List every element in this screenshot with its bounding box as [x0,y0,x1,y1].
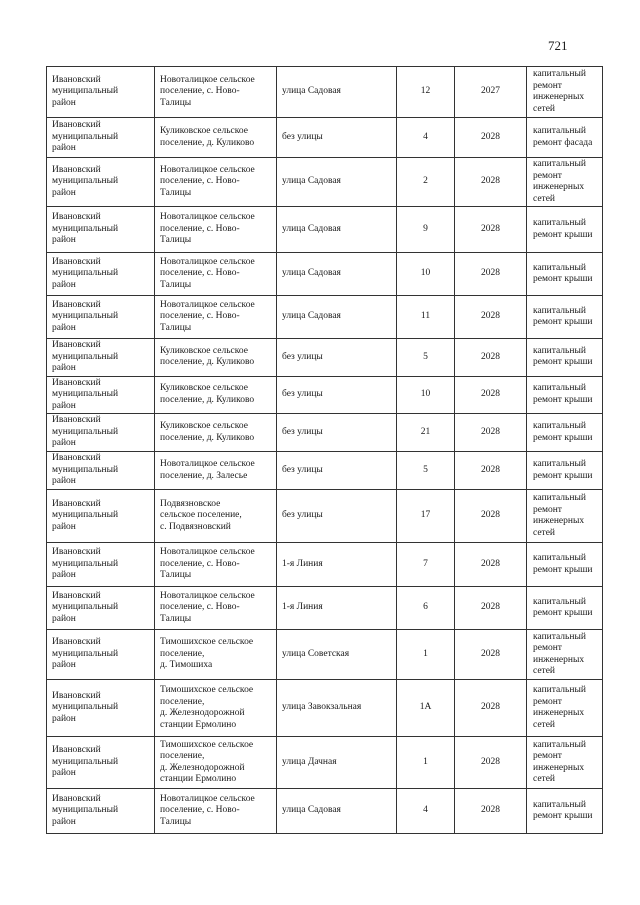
cell-year: 2028 [455,737,527,789]
cell-work-type: капитальный ремонт фасада [527,118,603,158]
cell-district: Ивановский муниципальный район [47,630,155,680]
cell-settlement: Куликовское сельское поселение, д. Куликово [155,339,277,377]
table-row [47,737,603,789]
cell-work-type: капитальный ремонт крыши [527,376,603,414]
cell-street: без улицы [277,339,397,377]
cell-district: Ивановский муниципальный район [47,414,155,452]
cell-district: Ивановский муниципальный район [47,543,155,587]
table-row [47,789,603,834]
cell-work-type: капитальный ремонт крыши [527,789,603,834]
table-row [47,452,603,490]
cell-street: улица Завокзальная [277,680,397,737]
cell-settlement: Новоталицкое сельское поселение, д. Залесье [155,452,277,490]
cell-house-number: 4 [397,118,455,158]
cell-street: без улицы [277,118,397,158]
cell-year: 2028 [455,452,527,490]
cell-year: 2027 [455,67,527,118]
cell-work-type: капитальный ремонт крыши [527,543,603,587]
cell-district: Ивановский муниципальный район [47,296,155,339]
cell-house-number: 17 [397,490,455,543]
cell-district: Ивановский муниципальный район [47,253,155,296]
cell-settlement: Новоталицкое сельское поселение, с. Ново- Талицы [155,587,277,630]
cell-year: 2028 [455,253,527,296]
cell-settlement: Тимошихское сельское поселение, д. Железнодорожной станции Ермолино [155,737,277,789]
cell-year: 2028 [455,376,527,414]
cell-street: без улицы [277,490,397,543]
cell-settlement: Тимошихское сельское поселение, д. Железнодорожной станции Ермолино [155,680,277,737]
cell-settlement: Подвязновское сельское поселение, с. Подвязновский [155,490,277,543]
cell-work-type: капитальный ремонт крыши [527,207,603,253]
cell-settlement: Новоталицкое сельское поселение, с. Ново- Талицы [155,207,277,253]
cell-district: Ивановский муниципальный район [47,67,155,118]
cell-house-number: 10 [397,376,455,414]
cell-settlement: Тимошихское сельское поселение, д. Тимошиха [155,630,277,680]
cell-house-number: 21 [397,414,455,452]
table-row [47,543,603,587]
cell-work-type: капитальный ремонт крыши [527,414,603,452]
cell-street: улица Садовая [277,158,397,207]
cell-work-type: капитальный ремонт инженерных сетей [527,158,603,207]
cell-district: Ивановский муниципальный район [47,158,155,207]
cell-street: улица Дачная [277,737,397,789]
cell-street: улица Садовая [277,253,397,296]
table-row [47,296,603,339]
cell-house-number: 5 [397,452,455,490]
table-row [47,207,603,253]
cell-street: без улицы [277,414,397,452]
registry-table-body [47,67,603,834]
cell-street: улица Садовая [277,207,397,253]
cell-district: Ивановский муниципальный район [47,452,155,490]
cell-house-number: 4 [397,789,455,834]
cell-year: 2028 [455,789,527,834]
cell-street: без улицы [277,376,397,414]
cell-street: 1-я Линия [277,587,397,630]
cell-street: улица Садовая [277,67,397,118]
table-row [47,158,603,207]
cell-district: Ивановский муниципальный район [47,376,155,414]
cell-house-number: 7 [397,543,455,587]
cell-year: 2028 [455,158,527,207]
cell-work-type: капитальный ремонт крыши [527,339,603,377]
table-row [47,253,603,296]
cell-house-number: 10 [397,253,455,296]
table-row [47,339,603,377]
cell-work-type: капитальный ремонт крыши [527,587,603,630]
page-number: 721 [548,38,568,53]
cell-district: Ивановский муниципальный район [47,737,155,789]
cell-street: улица Советская [277,630,397,680]
table-row [47,414,603,452]
cell-house-number: 1А [397,680,455,737]
cell-year: 2028 [455,630,527,680]
cell-work-type: капитальный ремонт инженерных сетей [527,737,603,789]
cell-work-type: капитальный ремонт инженерных сетей [527,680,603,737]
table-row [47,376,603,414]
table-row [47,490,603,543]
cell-work-type: капитальный ремонт инженерных сетей [527,67,603,118]
cell-district: Ивановский муниципальный район [47,339,155,377]
cell-work-type: капитальный ремонт инженерных сетей [527,630,603,680]
cell-house-number: 1 [397,630,455,680]
cell-settlement: Куликовское сельское поселение, д. Куликово [155,118,277,158]
cell-year: 2028 [455,414,527,452]
cell-year: 2028 [455,490,527,543]
cell-year: 2028 [455,543,527,587]
table-row [47,118,603,158]
cell-house-number: 11 [397,296,455,339]
cell-district: Ивановский муниципальный район [47,207,155,253]
cell-settlement: Новоталицкое сельское поселение, с. Ново- Талицы [155,158,277,207]
cell-year: 2028 [455,207,527,253]
cell-street: без улицы [277,452,397,490]
cell-work-type: капитальный ремонт инженерных сетей [527,490,603,543]
cell-district: Ивановский муниципальный район [47,118,155,158]
cell-settlement: Новоталицкое сельское поселение, с. Ново- Талицы [155,296,277,339]
cell-settlement: Куликовское сельское поселение, д. Куликово [155,376,277,414]
cell-house-number: 9 [397,207,455,253]
cell-work-type: капитальный ремонт крыши [527,253,603,296]
cell-district: Ивановский муниципальный район [47,789,155,834]
cell-district: Ивановский муниципальный район [47,587,155,630]
cell-district: Ивановский муниципальный район [47,490,155,543]
cell-house-number: 5 [397,339,455,377]
cell-house-number: 12 [397,67,455,118]
cell-street: улица Садовая [277,296,397,339]
cell-year: 2028 [455,296,527,339]
cell-settlement: Новоталицкое сельское поселение, с. Ново- Талицы [155,253,277,296]
cell-settlement: Новоталицкое сельское поселение, с. Ново- Талицы [155,543,277,587]
cell-work-type: капитальный ремонт крыши [527,296,603,339]
cell-settlement: Куликовское сельское поселение, д. Куликово [155,414,277,452]
cell-settlement: Новоталицкое сельское поселение, с. Ново- Талицы [155,67,277,118]
cell-house-number: 1 [397,737,455,789]
cell-year: 2028 [455,118,527,158]
cell-year: 2028 [455,339,527,377]
cell-street: 1-я Линия [277,543,397,587]
table-row [47,67,603,118]
cell-house-number: 6 [397,587,455,630]
cell-street: улица Садовая [277,789,397,834]
cell-year: 2028 [455,587,527,630]
table-row [47,630,603,680]
cell-year: 2028 [455,680,527,737]
table-row [47,680,603,737]
cell-work-type: капитальный ремонт крыши [527,452,603,490]
registry-table [46,66,603,834]
cell-house-number: 2 [397,158,455,207]
cell-district: Ивановский муниципальный район [47,680,155,737]
table-row [47,587,603,630]
cell-settlement: Новоталицкое сельское поселение, с. Ново- Талицы [155,789,277,834]
